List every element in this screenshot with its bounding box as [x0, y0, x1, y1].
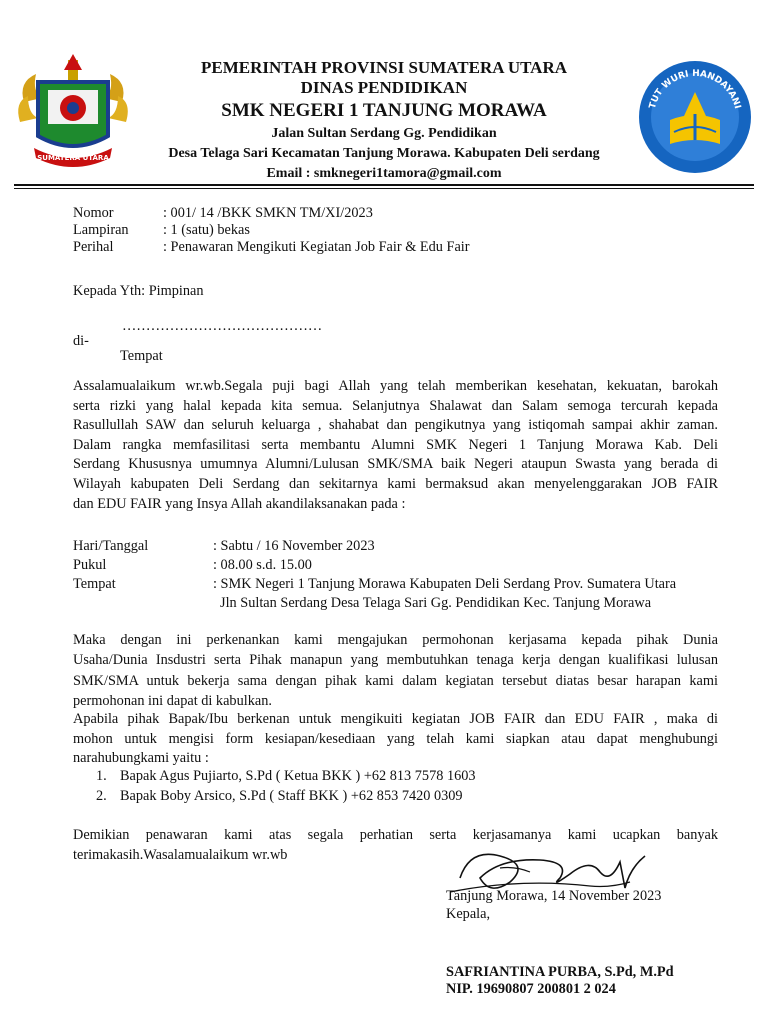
- contact-number: 1.: [96, 768, 107, 784]
- nomor-label: Nomor: [73, 205, 114, 221]
- event-place-value-line2: Jln Sultan Serdang Desa Telaga Sari Gg. Pendidikan Kec. Tanjung Morawa: [220, 595, 652, 611]
- recipient-dots: ……………………………………: [122, 318, 323, 334]
- address-line2: Desa Telaga Sari Kecamatan Tanjung Morawa. Kabupaten Deli serdang: [168, 146, 600, 161]
- paragraph-line: Apabila pihak Bapak/Ibu berkenan untuk mengikuiti kegiatan JOB FAIR dan EDU FAIR , maka di: [73, 711, 718, 727]
- nomor-value: : 001/ 14 /BKK SMKN TM/XI/2023: [163, 205, 373, 221]
- signature-place-date: Tanjung Morawa, 14 November 2023: [446, 888, 662, 904]
- event-time-label: Pukul: [73, 557, 107, 573]
- contact-item-2: [96, 787, 463, 806]
- tut-wuri-handayani-logo: [636, 58, 754, 176]
- logo-motto: TUT WURI HANDAYANI: [647, 68, 743, 110]
- paragraph-line: Demikian penawaran kami atas segala perhatian serta kerjasamanya kami ucapkan banyak: [73, 827, 718, 843]
- contact-text: Bapak Boby Arsico, S.Pd ( Staff BKK ) +62 853 7420 0309: [120, 788, 463, 804]
- paragraph-line: Usaha/Dunia Insdustri serta Pihak manapun yang membutuhkan tenaga kerja dengan kualifikasi lulusan: [73, 652, 718, 669]
- event-date-label: Hari/Tanggal: [73, 538, 149, 554]
- perihal-row: [73, 239, 470, 256]
- letterhead-divider: [14, 184, 754, 186]
- province-emblem-logo: [14, 52, 132, 180]
- letterhead-line2: DINAS PENDIDIKAN: [300, 78, 468, 97]
- lampiran-row: [73, 222, 250, 239]
- letterhead-divider-thin: [14, 188, 754, 189]
- perihal-value: : Penawaran Mengikuti Kegiatan Job Fair & Edu Fair: [163, 239, 470, 255]
- nomor-row: [73, 205, 373, 222]
- lampiran-label: Lampiran: [73, 222, 129, 238]
- event-place-label: Tempat: [73, 576, 116, 592]
- address-line1: Jalan Sultan Serdang Gg. Pendidikan: [271, 126, 497, 141]
- perihal-label: Perihal: [73, 239, 114, 255]
- school-name: SMK NEGERI 1 TANJUNG MORAWA: [221, 100, 547, 121]
- contact-text: Bapak Agus Pujiarto, S.Pd ( Ketua BKK ) +62 813 7578 1603: [120, 768, 476, 784]
- paragraph-line: Dalam rangka memfasilitasi serta membantu Alumni SMK Negeri 1 Tanjung Morawa Kab. Deli: [73, 436, 718, 453]
- event-date-value: : Sabtu / 16 November 2023: [213, 538, 375, 554]
- recipient-line: Kepada Yth: Pimpinan: [73, 283, 204, 299]
- signatory-nip: NIP. 19690807 200801 2 024: [446, 981, 616, 997]
- event-place-value: : SMK Negeri 1 Tanjung Morawa Kabupaten Deli Serdang Prov. Sumatera Utara: [213, 576, 677, 592]
- contact-item-1: [96, 767, 476, 786]
- paragraph-line: Rasullullah SAW dan seluruh keluarga , shahabat dan pengikutnya yang istiqomah sampai akhir zaman.: [73, 417, 718, 434]
- paragraph-line: SMK/SMA untuk bekerja sama dengan pihak kami dalam kegiatan tersebut diatas besar harapan kami: [73, 672, 718, 689]
- event-time-row: [73, 556, 312, 575]
- lampiran-value: : 1 (satu) bekas: [163, 222, 250, 238]
- event-place-row: [73, 575, 676, 594]
- letterhead: [120, 58, 648, 184]
- letterhead-line1: PEMERINTAH PROVINSI SUMATERA UTARA: [201, 58, 567, 77]
- paragraph-line: permohonan ini dapat di kabulkan.: [73, 692, 272, 709]
- contact-number: 2.: [96, 788, 107, 804]
- signature-title: Kepala,: [446, 906, 491, 922]
- paragraph-line: Assalamualaikum wr.wb.Segala puji bagi Allah yang telah memberikan kesehatan, kekuatan, barokah: [73, 378, 718, 394]
- paragraph-line: dan EDU FAIR yang Insya Allah akandilaksanakan pada :: [73, 495, 406, 512]
- paragraph-line: narahubungkami yaitu :: [73, 750, 209, 766]
- recipient-di: di-: [73, 333, 89, 349]
- paragraph-line: serta rizki yang halal kepada kita semua. Selanjutnya Shalawat dan Salam semoga tercurah kepada: [73, 397, 718, 414]
- paragraph-line: Wilayah kabupaten Deli Serdang dan sekitarnya kami bermaksud akan menyelenggarakan JOB FAIR: [73, 476, 718, 492]
- paragraph-line: terimakasih.Wasalamualaikum wr.wb: [73, 847, 288, 863]
- signatory-name: SAFRIANTINA PURBA, S.Pd, M.Pd: [446, 964, 674, 980]
- email-line: Email : smknegeri1tamora@gmail.com: [266, 166, 502, 181]
- emblem-caption: SUMATERA UTARA: [37, 154, 109, 162]
- event-time-value: : 08.00 s.d. 15.00: [213, 557, 312, 573]
- paragraph-line: Serdang Khususnya umumnya Alumni/Lulusan SMK/SMA baik Negeri ataupun Swasta yang berada di: [73, 456, 718, 473]
- paragraph-line: Maka dengan ini perkenankan kami mengajukan permohonan kerjasama kepada pihak Dunia: [73, 632, 718, 648]
- event-date-row: [73, 537, 375, 556]
- paragraph-line: mohon untuk mengisi form kesiapan/kesediaan yang telah kami siapkan atau dapat menghubungi: [73, 730, 718, 747]
- recipient-tempat: Tempat: [120, 348, 163, 364]
